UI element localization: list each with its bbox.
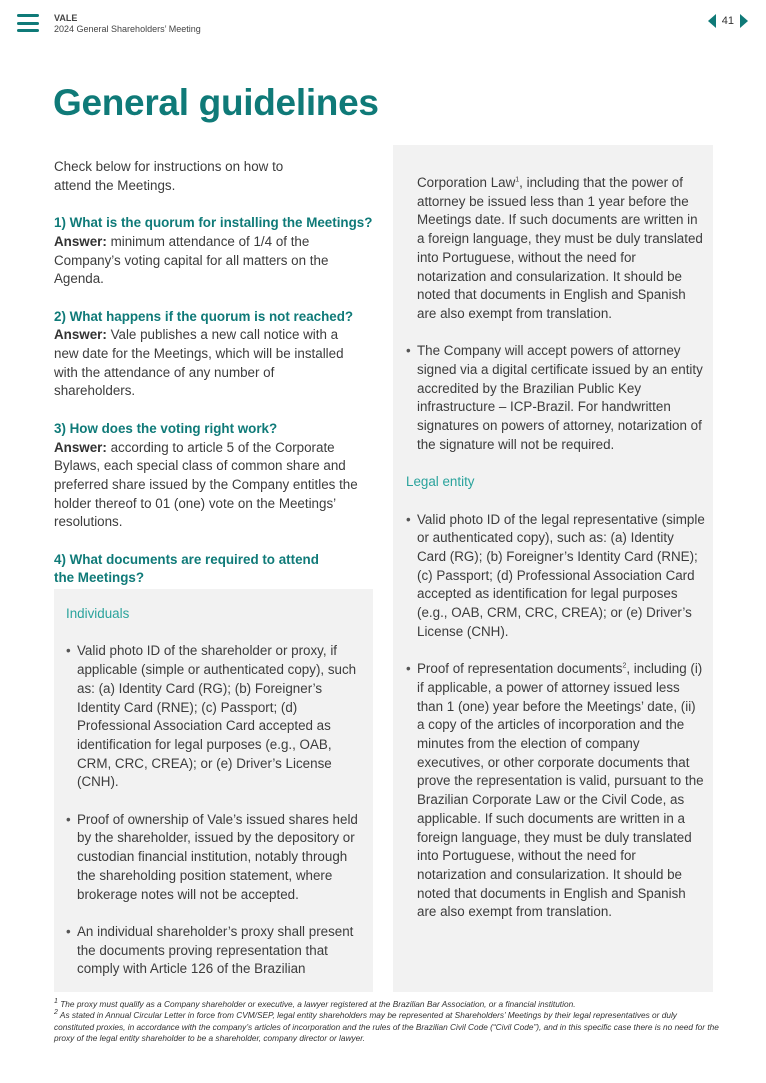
- individuals-section: [66, 605, 366, 979]
- list-item: • Valid photo ID of the legal representative (simple or authenticated copy), such as: (a) Identity Card (RG); (b) Foreigner’s Identity Card (RNE); (c) Passport; (d) Professional Association Card accepted as identification for legal purposes (e.g., OAB, CRM, CRC, CREA); or (e) Driver’s License (CNH).: [406, 511, 706, 642]
- answer-label: Answer:: [54, 233, 107, 249]
- intro-text: Check below for instructions on how to attend the Meetings.: [54, 159, 284, 193]
- answer-label: Answer:: [54, 439, 107, 455]
- item2-text-b: , including (i) if applicable, a power of attorney issued less than 1 (one) year before the Meetings’ date, (ii) a copy of the articles of incorporation and the minutes from the election of company executives, or other corporate documents that prove the representation is valid, pursuant to the Brazilian Corporate Law or the Civil Code, as applicable. If such documents are written in a foreign language, they must be duly translated into Portuguese, without the need for notarization and consularization. It should be noted that documents in English and Spanish are also exempt from translation.: [417, 661, 704, 920]
- footnote-ref-2: 2: [622, 662, 627, 670]
- question-3: 3) How does the voting right work?: [54, 420, 278, 436]
- footnote-2: [54, 1010, 719, 1044]
- continued-text-a: Corporation Law: [417, 175, 516, 190]
- menu-icon[interactable]: [17, 14, 39, 32]
- previous-page-icon[interactable]: [708, 14, 716, 28]
- legal-entity-heading: Legal entity: [406, 474, 475, 490]
- page-title: General guidelines: [53, 82, 379, 123]
- footnote-mark: 2: [54, 1009, 58, 1017]
- list-item: • Valid photo ID of the shareholder or proxy, if applicable (simple or authenticated copy), such as: (a) Identity Card (RG); (b) Foreigner’s Identity Card (RNE); (c) Passport; (d) Professional Association Card accepted as identification for legal purposes (e.g., OAB, CRM, CRC, CREA); or (e) Driver’s License (CNH).: [66, 642, 366, 792]
- continued-text: [406, 174, 706, 324]
- footnotes: [54, 999, 719, 1044]
- footnote-2-text: As stated in Annual Circular Letter in force from CVM/SEP, legal entity shareholders may be represented at Shareholders’ Meetings by their legal representatives or duly constituted proxies, in accordance with the company’s articles of incorporation and the rules of the Brazilian Civil Code (“Civil Code”), and in this specific case there is no need for the proxy of the legal entity shareholder to be a shareholder, company director or lawyer.: [54, 1010, 719, 1043]
- next-page-icon[interactable]: [740, 14, 748, 28]
- meeting-name: 2024 General Shareholders’ Meeting: [54, 24, 201, 34]
- footnote-1-text: The proxy must qualify as a Company shareholder or executive, a lawyer registered at the Brazilian Bar Association, or a financial institution.: [60, 999, 576, 1009]
- footnote-1: [54, 999, 719, 1010]
- digital-certificate-list: [406, 342, 706, 454]
- header-brand: [54, 13, 201, 35]
- answer-3: [54, 439, 366, 533]
- answer-1: [54, 233, 354, 289]
- list-item: • An individual shareholder’s proxy shall present the documents proving representation that comply with Article 126 of the Brazilian: [66, 923, 366, 979]
- individuals-heading: Individuals: [66, 606, 130, 621]
- brand-name: VALE: [54, 13, 78, 23]
- list-item: • Proof of ownership of Vale’s issued shares held by the shareholder, issued by the depository or custodian financial institution, notably through the shareholding position statement, where brokerage notes will not be accepted.: [66, 811, 366, 905]
- list-item: [406, 660, 706, 922]
- right-column: [406, 174, 706, 922]
- legal-entity-list: [406, 511, 706, 922]
- continued-text-b: , including that the power of attorney be issued less than 1 year before the Meetings date. If such documents are written in a foreign language, they must be duly translated into Portuguese, without the need for notarization and consularization. It should be noted that documents in English and Spanish are also exempt from translation.: [417, 175, 703, 321]
- page-number: 41: [721, 15, 734, 27]
- answer-2: [54, 326, 354, 401]
- answer-1-text: minimum attendance of 1/4 of the Company’s voting capital for all matters on the Agenda.: [54, 233, 329, 287]
- footnote-mark: 1: [54, 998, 58, 1006]
- question-2: 2) What happens if the quorum is not reached?: [54, 308, 354, 324]
- footnote-ref-1: 1: [515, 176, 520, 184]
- list-item: • The Company will accept powers of attorney signed via a digital certificate issued by an entity accredited by the Brazilian Public Key infrastructure – ICP-Brazil. For handwritten signatures on powers of attorney, notarization of the signature will not be required.: [406, 342, 706, 454]
- answer-label: Answer:: [54, 327, 107, 343]
- left-column: [54, 158, 376, 588]
- answer-3-text: according to article 5 of the Corporate Bylaws, each special class of common share and preferred share issued by the Company entitles the holder thereof to 01 (one) vote on the Meetings’ resolutions.: [54, 439, 358, 530]
- answer-2-text: Vale publishes a new call notice with a new date for the Meetings, which will be installed with the attendance of any number of shareholders.: [54, 327, 344, 399]
- item2-text-a: Proof of representation documents: [417, 661, 623, 677]
- question-1: 1) What is the quorum for installing the Meetings?: [54, 215, 373, 231]
- pager: [708, 14, 748, 28]
- question-4: 4) What documents are required to attend the Meetings?: [54, 551, 319, 586]
- individuals-list: [66, 642, 366, 979]
